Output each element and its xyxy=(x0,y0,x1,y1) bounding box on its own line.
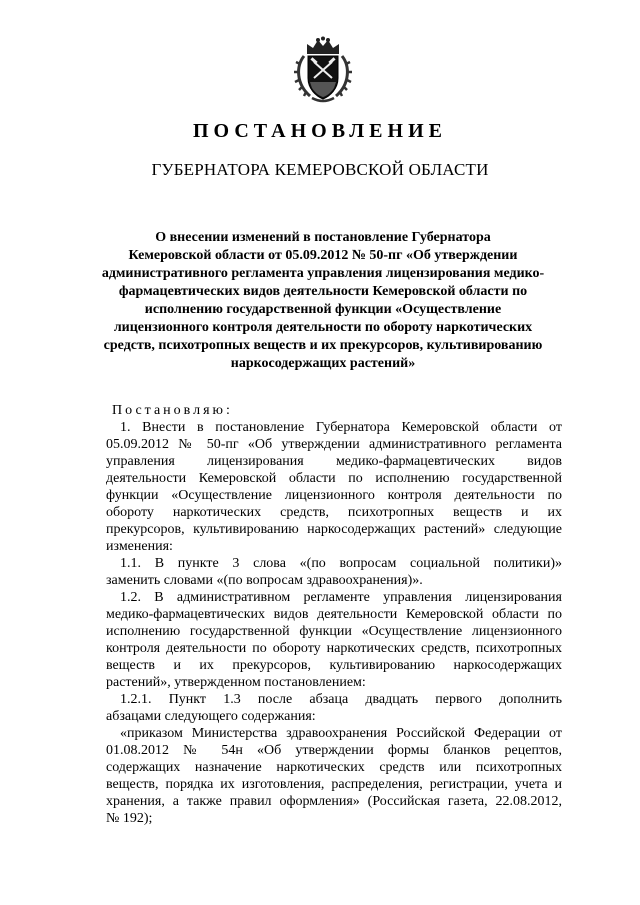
body-line: абзацами следующего содержания: xyxy=(106,709,316,724)
heading-line: фармацевтических видов деятельности Кемеровской области по xyxy=(118,284,528,299)
body-line: веществ, порядка их изготовления, распределения, регистрации, учета и xyxy=(106,777,562,792)
body-line: 1.2.1. Пункт 1.3 после абзаца двадцать первого дополнить xyxy=(120,692,562,707)
body-line: изменения: xyxy=(106,539,173,554)
body-line: 1. Внести в постановление Губернатора Кемеровской области от xyxy=(120,420,562,435)
body-line: 05.09.2012 № 50-пг «Об утверждении административного регламента xyxy=(106,437,562,452)
body-line: заменить словами «(по вопросам здравоохранения)». xyxy=(106,573,423,588)
heading-line: средств, психотропных веществ и их прекурсоров, культивированию xyxy=(103,338,543,353)
document-title: ПОСТАНОВЛЕНИЕ xyxy=(193,120,447,142)
body-line: управления лицензирования медико-фармацевтических видов xyxy=(106,454,562,469)
body-line: исполнению государственной функции «Осуществление лицензионного xyxy=(106,624,562,639)
body-line: деятельности Кемеровской области по исполнению государственной xyxy=(106,471,562,486)
heading-line: исполнению государственной функции «Осуществление xyxy=(144,302,502,317)
body-line: содержащих назначение наркотических средств или психотропных xyxy=(106,760,562,775)
body-line: хранения, а также правил оформления» (Российская газета, 22.08.2012, xyxy=(106,794,562,809)
coat-of-arms-emblem xyxy=(294,36,352,104)
resolve-line: Постановляю: xyxy=(112,403,233,418)
body-line: веществ и их прекурсоров, культивированию наркосодержащих xyxy=(106,658,562,673)
resolution-heading xyxy=(100,229,546,373)
body-line: обороту наркотических средств, психотропных веществ и их xyxy=(106,505,562,520)
body-line: растений», утвержденном постановлением: xyxy=(106,675,366,690)
body-line: 1.2. В административном регламенте управления лицензирования xyxy=(120,590,562,605)
body-line: прекурсоров, культивированию наркосодержащих растений» следующие xyxy=(106,522,562,537)
body-line: № 192); xyxy=(106,811,153,826)
body-line: «приказом Министерства здравоохранения Российской Федерации от xyxy=(120,726,562,741)
body-line: медико-фармацевтических видов деятельности Кемеровской области по xyxy=(106,607,562,622)
document-body xyxy=(106,402,562,827)
document-issuer: ГУБЕРНАТОРА КЕМЕРОВСКОЙ ОБЛАСТИ xyxy=(151,160,489,179)
body-line: функции «Осуществление лицензионного контроля деятельности по xyxy=(106,488,562,503)
body-line: контроля деятельности по обороту наркотических средств, психотропных xyxy=(106,641,562,656)
body-line: 01.08.2012 № 54н «Об утверждении формы бланков рецептов, xyxy=(106,743,562,758)
heading-line: лицензионного контроля деятельности по обороту наркотических xyxy=(113,320,533,335)
heading-line: Кемеровской области от 05.09.2012 № 50-пг «Об утверждении xyxy=(128,248,518,263)
heading-line: наркосодержащих растений» xyxy=(230,356,416,371)
heading-line: О внесении изменений в постановление Губернатора xyxy=(155,230,491,245)
body-line: 1.1. В пункте 3 слова «(по вопросам социальной политики)» xyxy=(120,556,562,571)
heading-line: административного регламента управления лицензирования медико- xyxy=(101,266,545,281)
